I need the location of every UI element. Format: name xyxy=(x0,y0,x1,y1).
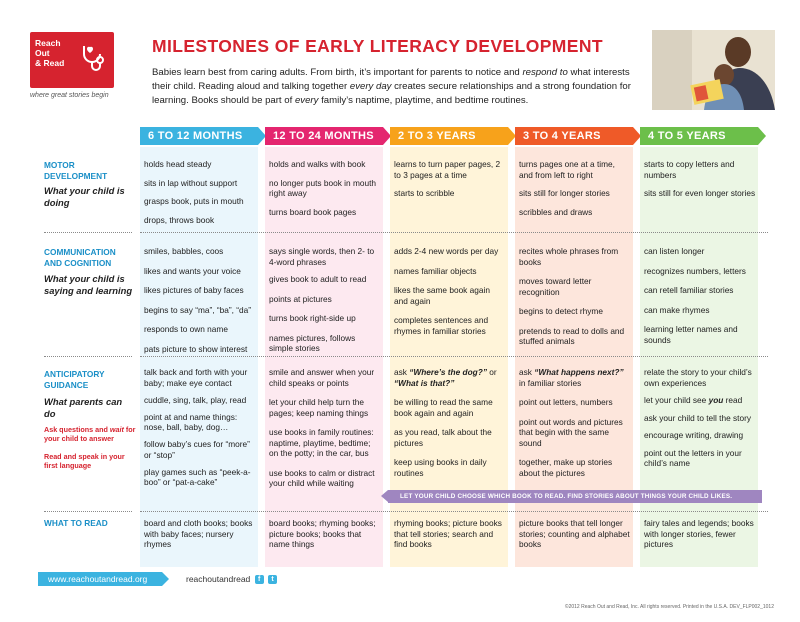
cell-motor xyxy=(394,159,506,205)
list-item: pats picture to show interest xyxy=(144,343,248,354)
list-item: turns pages one at a time, and from left to right xyxy=(519,159,615,180)
twitter-icon[interactable]: t xyxy=(268,575,277,584)
row-sub-communication: What your child is saying and learning xyxy=(44,273,133,296)
list-item: let your child help turn the pages; keep naming things xyxy=(269,397,369,418)
list-item: keep using books in daily routines xyxy=(394,457,487,478)
row-divider xyxy=(140,232,768,233)
list-item: recognizes numbers, letters xyxy=(644,265,746,276)
cell-what-to-read: fairy tales and legends; books with longer stories, fewer pictures xyxy=(644,518,754,549)
row-label-what-to-read: WHAT TO READ xyxy=(44,518,108,528)
tagline: where great stories begin xyxy=(30,92,109,99)
cell-motor xyxy=(269,159,381,224)
list-item: holds and walks with book xyxy=(269,159,366,169)
social-handle: reachoutandread f t xyxy=(186,574,277,584)
list-item: learns to turn paper pages, 2 to 3 pages at a time xyxy=(394,159,501,180)
list-item: can make rhymes xyxy=(644,304,710,315)
cell-guidance xyxy=(519,367,631,485)
cell-guidance xyxy=(394,367,506,485)
list-item: pretends to read to dolls and stuffed animals xyxy=(519,325,625,346)
list-item: drops, throws book xyxy=(144,214,215,225)
cell-motor xyxy=(144,159,256,232)
list-item: use books to calm or distract your child while waiting xyxy=(269,467,375,488)
list-item: names familiar objects xyxy=(394,265,477,276)
cell-motor xyxy=(519,159,631,224)
page-title: MILESTONES OF EARLY LITERACY DEVELOPMENT xyxy=(152,36,603,56)
list-item: relate the story to your child’s own experiences xyxy=(644,367,752,388)
list-item: no longer puts book in mouth right away xyxy=(269,177,377,198)
column-2-3-years xyxy=(390,147,508,567)
list-item: gives book to adult to read xyxy=(269,274,367,284)
list-item: use books in family routines: naptime, playtime, bedtime; on the potty; in the car, bus xyxy=(269,427,374,458)
list-item: likes the same book again and again xyxy=(394,285,490,306)
list-item: point out words and pictures that begin with the same sound xyxy=(519,416,623,448)
list-item: adds 2-4 new words per day xyxy=(394,246,499,256)
copyright: ©2012 Reach Out and Read, Inc. All rights reserved. Printed in the U.S.A. DEV_FLP002_1012 xyxy=(564,604,774,610)
list-item: point out letters, numbers xyxy=(519,397,613,407)
cell-what-to-read: rhyming books; picture books that tell stories; search and find books xyxy=(394,518,502,549)
row-note-wait: Ask questions and wait for your child to answer xyxy=(44,425,136,443)
list-item: points at pictures xyxy=(269,293,332,304)
cell-communication xyxy=(519,246,631,353)
parent-child-reading-photo xyxy=(652,30,775,110)
cell-guidance xyxy=(144,367,256,494)
column-header: 6 TO 12 MONTHS xyxy=(140,127,258,145)
list-item: point at and name things: nose, ball, baby, dog… xyxy=(144,411,238,432)
list-item: can retell familiar stories xyxy=(644,285,734,295)
list-item: starts to scribble xyxy=(394,188,455,198)
list-item: can listen longer xyxy=(644,246,705,256)
list-item: starts to copy letters and numbers xyxy=(644,159,735,180)
list-item: ask your child to tell the story xyxy=(644,412,751,423)
list-item: turns board book pages xyxy=(269,206,357,217)
list-item: point out the letters in your child’s name xyxy=(644,447,742,468)
list-item: encourage writing, drawing xyxy=(644,430,744,440)
row-label-guidance: ANTICIPATORY GUIDANCE xyxy=(44,369,105,390)
list-item: begins to say “ma”, “ba”, “da” xyxy=(144,304,251,315)
logo xyxy=(30,32,114,88)
row-label-motor: MOTOR DEVELOPMENT xyxy=(44,160,108,181)
row-sub-guidance: What parents can do xyxy=(44,396,123,419)
row-divider xyxy=(140,511,768,512)
list-item: play games such as “peek-a-boo” or “pat-a-cake” xyxy=(144,466,251,487)
row-sub-motor: What your child is doing xyxy=(44,185,125,208)
intro-text: Babies learn best from caring adults. From birth, it’s important for parents to notice and respond to what interests their child. Reading aloud and talking together every day creates secure relationships and a strong foundation for learning. Books should be part of every family’s naptime, playtime, and bedtime routines. xyxy=(152,67,631,106)
row-divider xyxy=(44,232,132,233)
cell-guidance xyxy=(644,367,756,475)
website-link[interactable]: www.reachoutandread.org xyxy=(38,572,162,586)
column-header: 2 TO 3 YEARS xyxy=(390,127,508,145)
list-item: sits still for even longer stories xyxy=(644,188,756,198)
list-item: begins to detect rhyme xyxy=(519,306,603,316)
list-item: together, make up stories about the pictures xyxy=(519,457,613,478)
list-item: smiles, babbles, coos xyxy=(144,246,224,256)
row-label-communication: COMMUNICATION AND COGNITION xyxy=(44,247,116,268)
list-item: follow baby’s cues for “more” or “stop” xyxy=(144,439,250,460)
list-item: as you read, talk about the pictures xyxy=(394,427,492,448)
cell-motor xyxy=(644,159,756,205)
cell-communication xyxy=(394,246,506,343)
cell-communication xyxy=(269,246,381,360)
column-header: 12 TO 24 MONTHS xyxy=(265,127,383,145)
cell-communication xyxy=(644,246,756,352)
cell-guidance xyxy=(269,367,381,495)
column-header: 3 TO 4 YEARS xyxy=(515,127,633,145)
list-item: turns book right-side up xyxy=(269,313,356,323)
list-item: talk back and forth with your baby; make eye contact xyxy=(144,367,248,388)
list-item: sits in lap without support xyxy=(144,177,238,188)
cell-what-to-read: board and cloth books; books with baby faces; nursery rhymes xyxy=(144,518,253,549)
list-item: scribbles and draws xyxy=(519,206,593,217)
list-item: cuddle, sing, talk, play, read xyxy=(144,394,247,405)
list-item: likes pictures of baby faces xyxy=(144,285,244,295)
choose-book-banner: LET YOUR CHILD CHOOSE WHICH BOOK TO READ. FIND STORIES ABOUT THINGS YOUR CHILD LIKES. xyxy=(388,490,762,503)
column-header: 4 TO 5 YEARS xyxy=(640,127,758,145)
row-note-language: Read and speak in your first language xyxy=(44,452,125,470)
list-item: responds to own name xyxy=(144,324,228,334)
facebook-icon[interactable]: f xyxy=(255,575,264,584)
list-item: ask “What happens next?” in familiar stories xyxy=(519,367,624,388)
list-item: recites whole phrases from books xyxy=(519,246,619,267)
cell-what-to-read: board books; rhyming books; picture books; books that name things xyxy=(269,518,376,549)
cell-communication xyxy=(144,246,256,361)
list-item: says single words, then 2- to 4-word phrases xyxy=(269,246,375,267)
list-item: sits still for longer stories xyxy=(519,188,610,198)
row-divider xyxy=(44,356,132,357)
list-item: be willing to read the same book again and again xyxy=(394,397,493,418)
list-item: let your child see you read xyxy=(644,395,743,405)
list-item: learning letter names and sounds xyxy=(644,324,738,345)
row-divider xyxy=(44,511,132,512)
list-item: likes and wants your voice xyxy=(144,265,241,276)
column-4-5-years xyxy=(640,147,758,567)
list-item: holds head steady xyxy=(144,159,212,169)
list-item: smile and answer when your child speaks or points xyxy=(269,367,375,388)
list-item: moves toward letter recognition xyxy=(519,276,592,297)
stethoscope-heart-icon xyxy=(78,42,108,72)
list-item: completes sentences and rhymes in familiar stories xyxy=(394,315,489,336)
list-item: ask “Where’s the dog?” or “What is that?” xyxy=(394,367,497,388)
list-item: grasps book, puts in mouth xyxy=(144,196,244,206)
list-item: names pictures, follows simple stories xyxy=(269,332,356,353)
cell-what-to-read: picture books that tell longer stories; counting and alphabet books xyxy=(519,518,630,549)
logo-text: Reach Out & Read xyxy=(35,38,65,68)
